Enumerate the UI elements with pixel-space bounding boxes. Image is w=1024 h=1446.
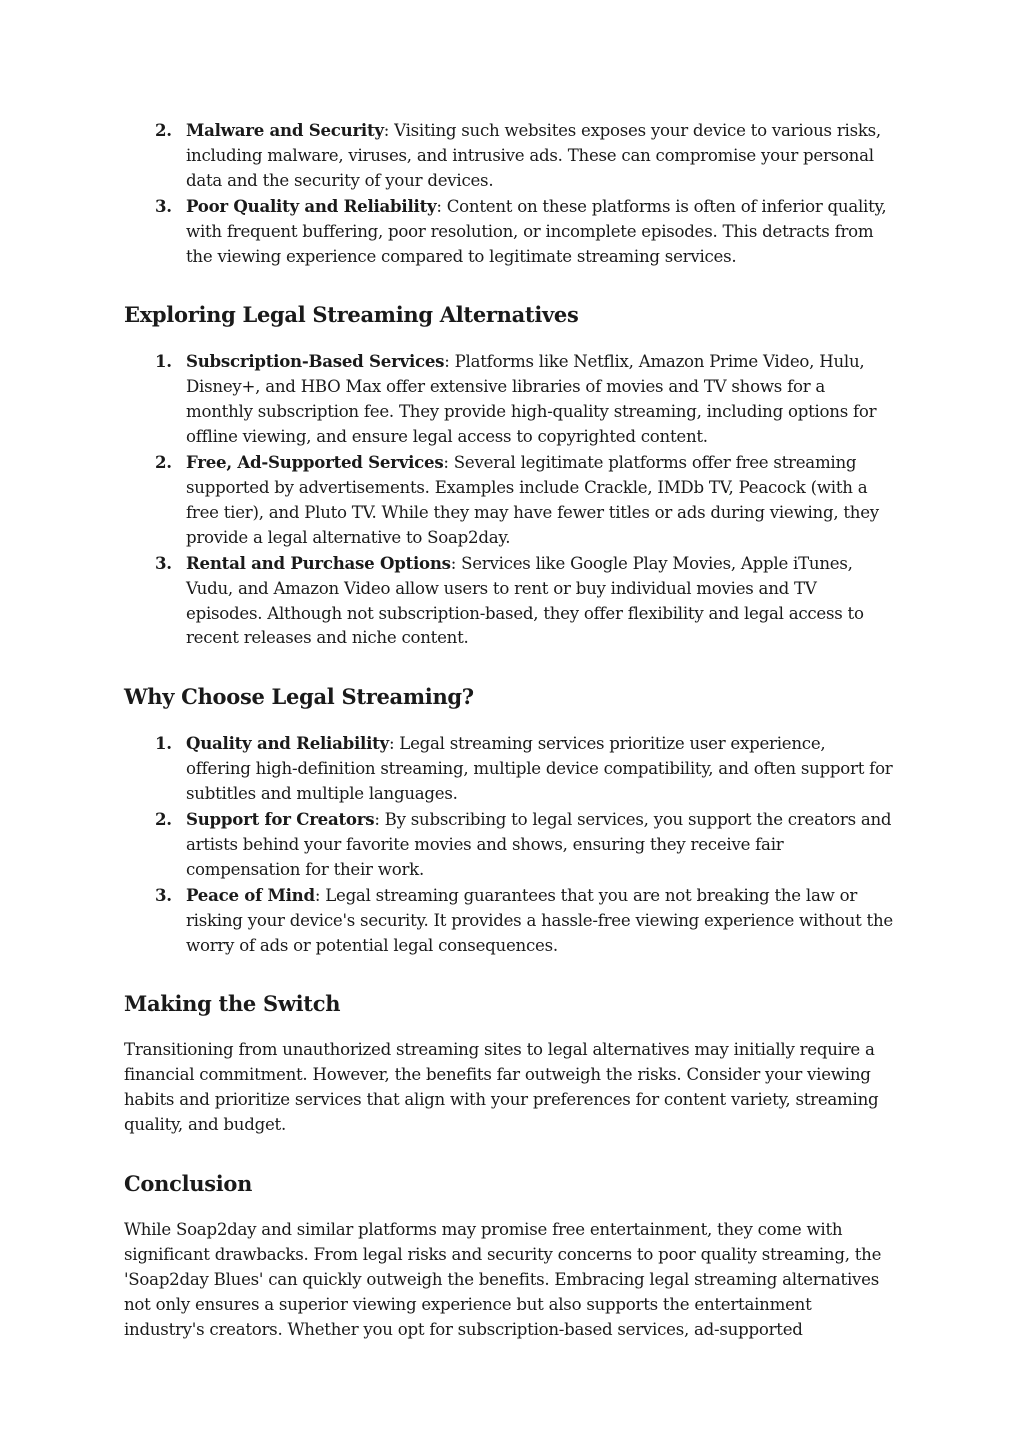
why-list [124,731,894,958]
list-number: 2. [155,120,172,140]
section-heading-switch: Making the Switch [124,991,341,1017]
list-item [124,731,894,807]
document-page [124,118,894,1343]
section-heading-why: Why Choose Legal Streaming? [124,684,474,710]
list-term: Support for Creators [186,809,375,830]
conclusion-paragraph: While Soap2day and similar platforms may promise free entertainment, they come with significant drawbacks. From legal risks and security concerns to poor quality streaming, the 'Soap2day Blues' can quickly outweigh the benefits. Embracing legal streaming alternatives not only ensures a superior viewing experience but also supports the entertainment industry's creators. Whether you opt for subscription-based services, ad-supported [124,1220,882,1339]
list-item [124,349,894,450]
switch-paragraph: Transitioning from unauthorized streaming sites to legal alternatives may initially require a financial commitment. However, the benefits far outweigh the risks. Consider your viewing habits and prioritize services that align with your preferences for content variety, streaming quality, and budget. [124,1040,879,1135]
list-item [124,883,894,959]
list-text: : Several legitimate platforms offer free streaming supported by advertisements. Examples include Crackle, IMDb TV, Peacock (with a free tier), and Pluto TV. While they may have fewer titles or ads during viewing, they provide a legal alternative to Soap2day. [186,453,879,547]
section-heading-conclusion: Conclusion [124,1171,253,1197]
list-term: Subscription-Based Services [186,351,445,372]
list-term: Malware and Security [186,120,384,140]
list-term: Free, Ad-Supported Services [186,452,444,473]
list-item [124,118,894,194]
section-heading-alternatives: Exploring Legal Streaming Alternatives [124,302,579,328]
list-number: 2. [155,452,172,473]
list-term: Poor Quality and Reliability [186,195,437,216]
list-number: 2. [155,809,172,830]
list-item [124,450,894,551]
list-number: 1. [155,733,172,754]
list-number: 3. [155,195,172,216]
list-number: 3. [155,884,172,905]
list-term: Peace of Mind [186,884,315,905]
list-item [124,807,894,883]
list-term: Quality and Reliability [186,733,389,754]
list-text: : By subscribing to legal services, you support the creators and artists behind your favorite movies and shows, ensuring they receive fair compensation for their work. [186,810,892,879]
list-text: : Legal streaming guarantees that you are not breaking the law or risking your device's security. It provides a hassle-free viewing experience without the worry of ads or potential legal consequences. [186,885,893,955]
list-number: 3. [155,552,172,573]
list-text: : Visiting such websites exposes your device to various risks, including malware, viruses, and intrusive ads. These can compromise your personal data and the security of your devices. [186,121,881,190]
list-item [124,194,894,270]
list-text: : Services like Google Play Movies, Apple iTunes, Vudu, and Amazon Video allow users to rent or buy individual movies and TV episodes. Although not subscription-based, they offer flexibility and legal access to recent releases and niche content. [186,553,864,648]
list-text: : Legal streaming services prioritize user experience, offering high-definition streaming, multiple device compatibility, and often support for subtitles and multiple languages. [186,734,893,804]
list-text: : Platforms like Netflix, Amazon Prime Video, Hulu, Disney+, and HBO Max offer extensive libraries of movies and TV shows for a monthly subscription fee. They provide high-quality streaming, including options for offline viewing, and ensure legal access to copyrighted content. [186,352,877,447]
list-number: 1. [155,351,172,372]
list-term: Rental and Purchase Options [186,552,451,573]
intro-list [124,118,894,269]
alternatives-list [124,349,894,651]
list-item [124,551,894,652]
list-text: : Content on these platforms is often of inferior quality, with frequent buffering, poor resolution, or incomplete episodes. This detracts from the viewing experience compared to legitimate streaming services. [186,196,887,266]
